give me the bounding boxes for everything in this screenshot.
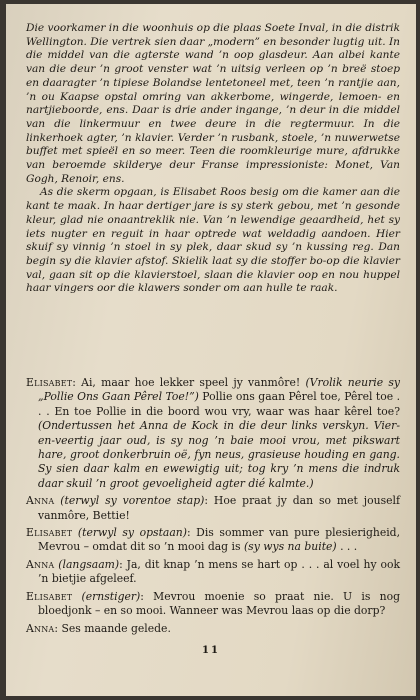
dialogue-line <box>26 558 400 587</box>
stage-direction: (Vrolik neurie sy „Pollie Ons Gaan Pêrel Toe!”) <box>38 376 400 404</box>
spoken-text: . . . <box>336 540 358 554</box>
speaker-name: Elisabet <box>26 589 73 603</box>
speaker-name: Anna <box>26 557 55 571</box>
stage-direction: (Ondertussen het Anna de Kock in die deur links verskyn. Vier-en-veertig jaar oud, is sy nog ’n baie mooi vrou, met pikswart hare, groot donkerbruin oë, fyn neus, grasieuse houding en gang. Sy sien daar kalm en ewewigtig uit; tog kry ’n mens die indruk daar skuil ’n groot gevoeligheid agter dié kalmte.) <box>38 419 400 490</box>
dialogue-line <box>26 590 400 619</box>
spoken-text: : Dis sommer van pure plesierigheid, Mevrou – omdat dit so ’n mooi dag is <box>38 526 400 554</box>
speaker-name: Anna <box>26 621 55 635</box>
stage-direction-setting: Die voorkamer in die woonhuis op die plaas Soete Inval, in die distrik Wellington. Die vertrek sien daar „modern” en besonder lugtig uit. In die middel van die agterste wand ’n oop glasdeur. Aan albei kante van die deur ’n groot venster wat ’n uitsig verleen op ’n breë stoep en daaragter ’n tipiese Bolandse lentetoneel met, teen ’n rantjie aan, ’n ou Kaapse opstal omring van akkerbome, wingerde, lemoen- en nartjieboorde, ens. Daar is drie ander ingange, ’n deur in die middel van die linkermuur en twee deure in die regtermuur. In die linkerhoek agter, ’n klavier. Verder ’n rusbank, stoele, ’n nuwerwetse buffet met spieël en so meer. Teen die roomkleurige mure, afdrukke van beroemde skilderye deur Franse impressioniste: Monet, Van Gogh, Renoir, ens. <box>26 22 400 185</box>
dialogue-line <box>26 376 400 491</box>
spoken-text: : Ja, dit knap ’n mens se hart op . . . al voel hy ook ’n bietjie afgeleef. <box>38 557 400 586</box>
stage-directions <box>26 22 400 296</box>
speaker-name: Elisabet <box>26 376 73 389</box>
spoken-text: : Mevrou moenie so praat nie. U is nog bloedjonk – en so mooi. Wanneer was Mevrou laas op die dorp? <box>38 589 400 618</box>
spoken-text: : Ses maande gelede. <box>54 621 171 635</box>
spoken-text: : Hoe praat jy dan so met jouself vanmôre, Bettie! <box>38 494 400 522</box>
dialogue-line <box>26 494 400 523</box>
speaker-name: Anna <box>26 494 55 508</box>
dialogue-line <box>26 622 400 636</box>
spoken-text <box>72 590 81 603</box>
stage-direction: (langsaam) <box>58 557 120 571</box>
spoken-text: : Ai, maar hoe lekker speel jy vanmôre! <box>72 376 306 389</box>
dialogue <box>26 376 400 639</box>
dialogue-line <box>26 526 400 555</box>
stage-direction: (sy wys na buite) <box>243 540 337 554</box>
stage-direction: (terwyl sy opstaan) <box>77 526 187 540</box>
book-page <box>6 4 416 696</box>
stage-direction: (ernstiger) <box>81 589 141 603</box>
page-number: 11 <box>202 645 220 656</box>
spoken-text: Pollie ons gaan Pêrel toe, Pêrel toe . . . En toe Pollie in die boord wou vry, waar was haar kêrel toe? <box>38 390 401 418</box>
stage-direction: (terwyl sy vorentoe stap) <box>60 494 205 508</box>
stage-direction-opening: As die skerm opgaan, is Elisabet Roos besig om die kamer aan die kant te maak. In haar dertiger jare is sy sterk gebou, met ’n gesonde kleur, glad nie onaantreklik nie. Van ’n lewendige geaardheid, het sy iets nugter en reguit in haar optrede wat weldadig aandoen. Hier skuif sy vinnig ’n stoel in sy plek, daar skud sy ’n kussing reg. Dan begin sy die klavier afstof. Skielik laat sy die stoffer bo-op die klavier val, gaan sit op die klavierstoel, slaan die klavier oop en nou huppel haar vingers oor die klawers sonder om aan hulle te raak. <box>26 186 400 295</box>
speaker-name: Elisabet <box>26 526 73 540</box>
